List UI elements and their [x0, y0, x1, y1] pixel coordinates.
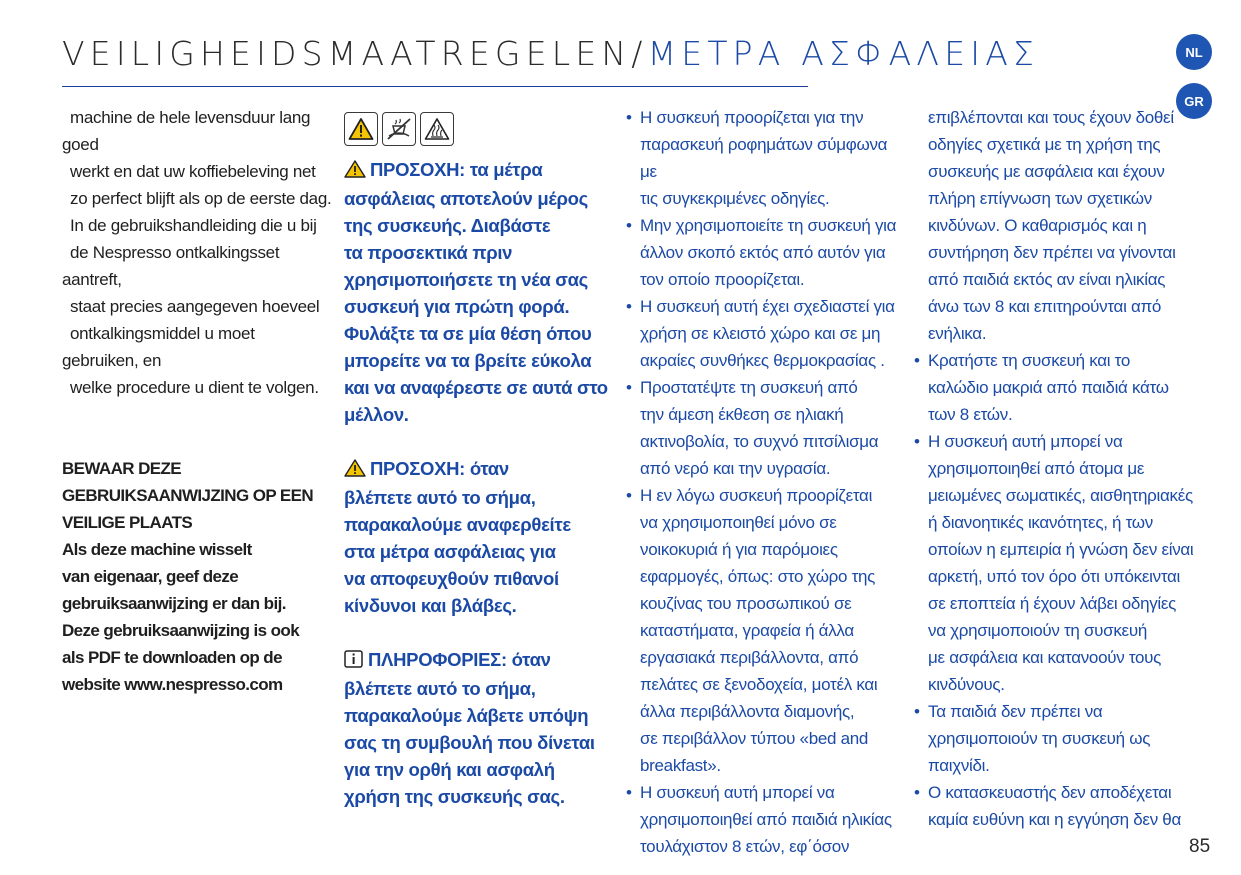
list-item: • Προστατέψτε τη συσκευή από την άμεση έκθεση σε ηλιακή ακτινοβολία, το συχνό πιτσίλισμα από νερό και την υγρασία.: [626, 374, 906, 482]
hot-surface-icon: [420, 112, 454, 146]
text-line: GEBRUIKSAANWIJZING OP EEN: [62, 486, 314, 505]
text-line: van eigenaar, geef deze: [62, 567, 239, 586]
list-item: • Ο κατασκευαστής δεν αποδέχεται καμία ευθύνη και η εγγύηση δεν θα: [914, 779, 1204, 833]
caution-general-notice: [344, 156, 626, 428]
text-line: ΠΡΟΣΟΧΗ: όταν: [344, 455, 626, 484]
text-line: website www.nespresso.com: [62, 675, 283, 694]
page-title: [62, 34, 1040, 87]
list-item: • Κρατήστε τη συσκευή και το καλώδιο μακριά από παιδιά κάτω των 8 ετών.: [914, 347, 1204, 428]
text-line: βλέπετε αυτό το σήμα,: [344, 678, 536, 699]
text-line: Deze gebruiksaanwijzing is ook: [62, 621, 300, 640]
warning-triangle-icon: [344, 158, 366, 185]
keep-manual-notice: [62, 455, 334, 698]
text-line: χρησιμοποιήσετε τη νέα σας: [344, 269, 588, 290]
greek-safety-list-1: [626, 104, 906, 860]
greek-safety-list-2: [914, 104, 1204, 833]
list-item: • Η εν λόγω συσκευή προορίζεται να χρησιμοποιηθεί μόνο σε νοικοκυριά ή για παρόμοιες εφαρμογές, όπως: στο χώρο της κουζίνας του προσωπικού σε καταστήματα, γραφεία ή άλλα εργασιακά περιβάλλοντα, από πελάτες σε ξενοδοχεία, μοτέλ και άλλα περιβάλλοντα διαμονής, σε περιβάλλον τύπου «bed and breakfast».: [626, 482, 906, 779]
text-line: σας τη συμβουλή που δίνεται: [344, 732, 595, 753]
list-item: • Τα παιδιά δεν πρέπει να χρησιμοποιούν τη συσκευή ως παιχνίδι.: [914, 698, 1204, 779]
warning-triangle-icon: [344, 457, 366, 484]
text-line: τα προσεκτικά πριν: [344, 242, 513, 263]
text-line: machine de hele levensduur lang goed: [62, 108, 311, 154]
safety-icons-row: [344, 112, 626, 146]
text-line: για την ορθή και ασφαλή: [344, 759, 555, 780]
info-icon: [344, 648, 364, 675]
text-line: In de gebruikshandleiding die u bij: [70, 216, 317, 235]
title-greek: ΜΕΤΡΑ ΑΣΦΑΛΕΙΑΣ: [647, 34, 1040, 73]
list-item: • Μην χρησιμοποιείτε τη συσκευή για άλλον σκοπό εκτός από αυτόν για τον οποίο προορίζεται.: [626, 212, 906, 293]
text-line: werkt en dat uw koffiebeleving net: [70, 162, 316, 181]
text-line: staat precies aangegeven hoeveel: [70, 297, 320, 316]
text-line: παρακαλούμε λάβετε υπόψη: [344, 705, 589, 726]
list-item-continuation: επιβλέπονται και τους έχουν δοθεί οδηγίες σχετικά με τη χρήση της συσκευής με ασφάλεια και έχουν πλήρη επίγνωση των σχετικών κινδύνων. Ο καθαρισμός και η συντήρηση δεν πρέπει να γίνονται από παιδιά εκτός αν είναι ηλικίας άνω των 8 και επιτηρούνται από ενήλικα.: [928, 108, 1176, 343]
language-badge-nl: NL: [1176, 34, 1212, 70]
text-line: ΠΡΟΣΟΧΗ: τα μέτρα: [344, 156, 626, 185]
text-line: gebruiksaanwijzing er dan bij.: [62, 594, 286, 613]
text-line: ontkalkingsmiddel u moet gebruiken, en: [62, 324, 255, 370]
title-dutch: VEILIGHEIDSMAATREGELEN/: [62, 34, 648, 73]
text-line: Φυλάξτε τα σε μία θέση όπου: [344, 323, 592, 344]
text-line: de Nespresso ontkalkingsset aantreft,: [62, 243, 280, 289]
text-line: als PDF te downloaden op de: [62, 648, 282, 667]
text-line: Als deze machine wisselt: [62, 540, 252, 559]
text-line: στα μέτρα ασφάλειας για: [344, 541, 556, 562]
text-line: ΠΛΗΡΟΦΟΡΙΕΣ: όταν: [344, 646, 626, 675]
text-line: μέλλον.: [344, 404, 409, 425]
information-notice: [344, 646, 626, 810]
text-line: κίνδυνοι και βλάβες.: [344, 595, 517, 616]
list-item: • Η συσκευή αυτή έχει σχεδιαστεί για χρήση σε κλειστό χώρο και σε μη ακραίες συνθήκες θερμοκρασίας .: [626, 293, 906, 374]
text-line: παρακαλούμε αναφερθείτε: [344, 514, 571, 535]
list-item: • Η συσκευή αυτή μπορεί να χρησιμοποιηθεί από παιδιά ηλικίας τουλάχιστον 8 ετών, εφ΄όσον: [626, 779, 906, 860]
list-item: • Η συσκευή αυτή μπορεί να χρησιμοποιηθεί από άτομα με μειωμένες σωματικές, αισθητηριακές ή διανοητικές ικανότητες, ή των οποίων η εμπειρία ή γνώση δεν είναι αρκετή, υπό τον όρο ότι υπόκεινται σε εποπτεία ή έχουν λάβει οδηγίες να χρησιμοποιούν τη συσκευή με ασφάλεια και κατανοούν τους κινδύνους.: [914, 428, 1204, 698]
language-badge-gr: GR: [1176, 83, 1212, 119]
text-line: VEILIGE PLAATS: [62, 513, 193, 532]
text-line: χρήση της συσκευής σας.: [344, 786, 565, 807]
greek-notice-column: [344, 104, 626, 837]
caution-symbol-notice: [344, 455, 626, 619]
page-number: 85: [1189, 836, 1211, 857]
text-line: και να αναφέρεστε σε αυτά στο: [344, 377, 608, 398]
warning-triangle-icon: [344, 112, 378, 146]
no-water-immersion-icon: [382, 112, 416, 146]
text-line: zo perfect blijft als op de eerste dag.: [70, 189, 332, 208]
text-line: βλέπετε αυτό το σήμα,: [344, 487, 536, 508]
text-line: να αποφευχθούν πιθανοί: [344, 568, 559, 589]
dutch-column: [62, 104, 334, 698]
text-line: μπορείτε να τα βρείτε εύκολα: [344, 350, 592, 371]
list-item: • Η συσκευή προορίζεται για την παρασκευή ροφημάτων σύμφωνα με τις συγκεκριμένες οδηγίες.: [626, 104, 906, 212]
text-line: της συσκευής. Διαβάστε: [344, 215, 551, 236]
text-line: BEWAAR DEZE: [62, 459, 182, 478]
text-line: συσκευή για πρώτη φορά.: [344, 296, 570, 317]
text-line: ασφάλειας αποτελούν μέρος: [344, 188, 588, 209]
intro-paragraph: [62, 104, 334, 401]
text-line: welke procedure u dient te volgen.: [70, 378, 319, 397]
